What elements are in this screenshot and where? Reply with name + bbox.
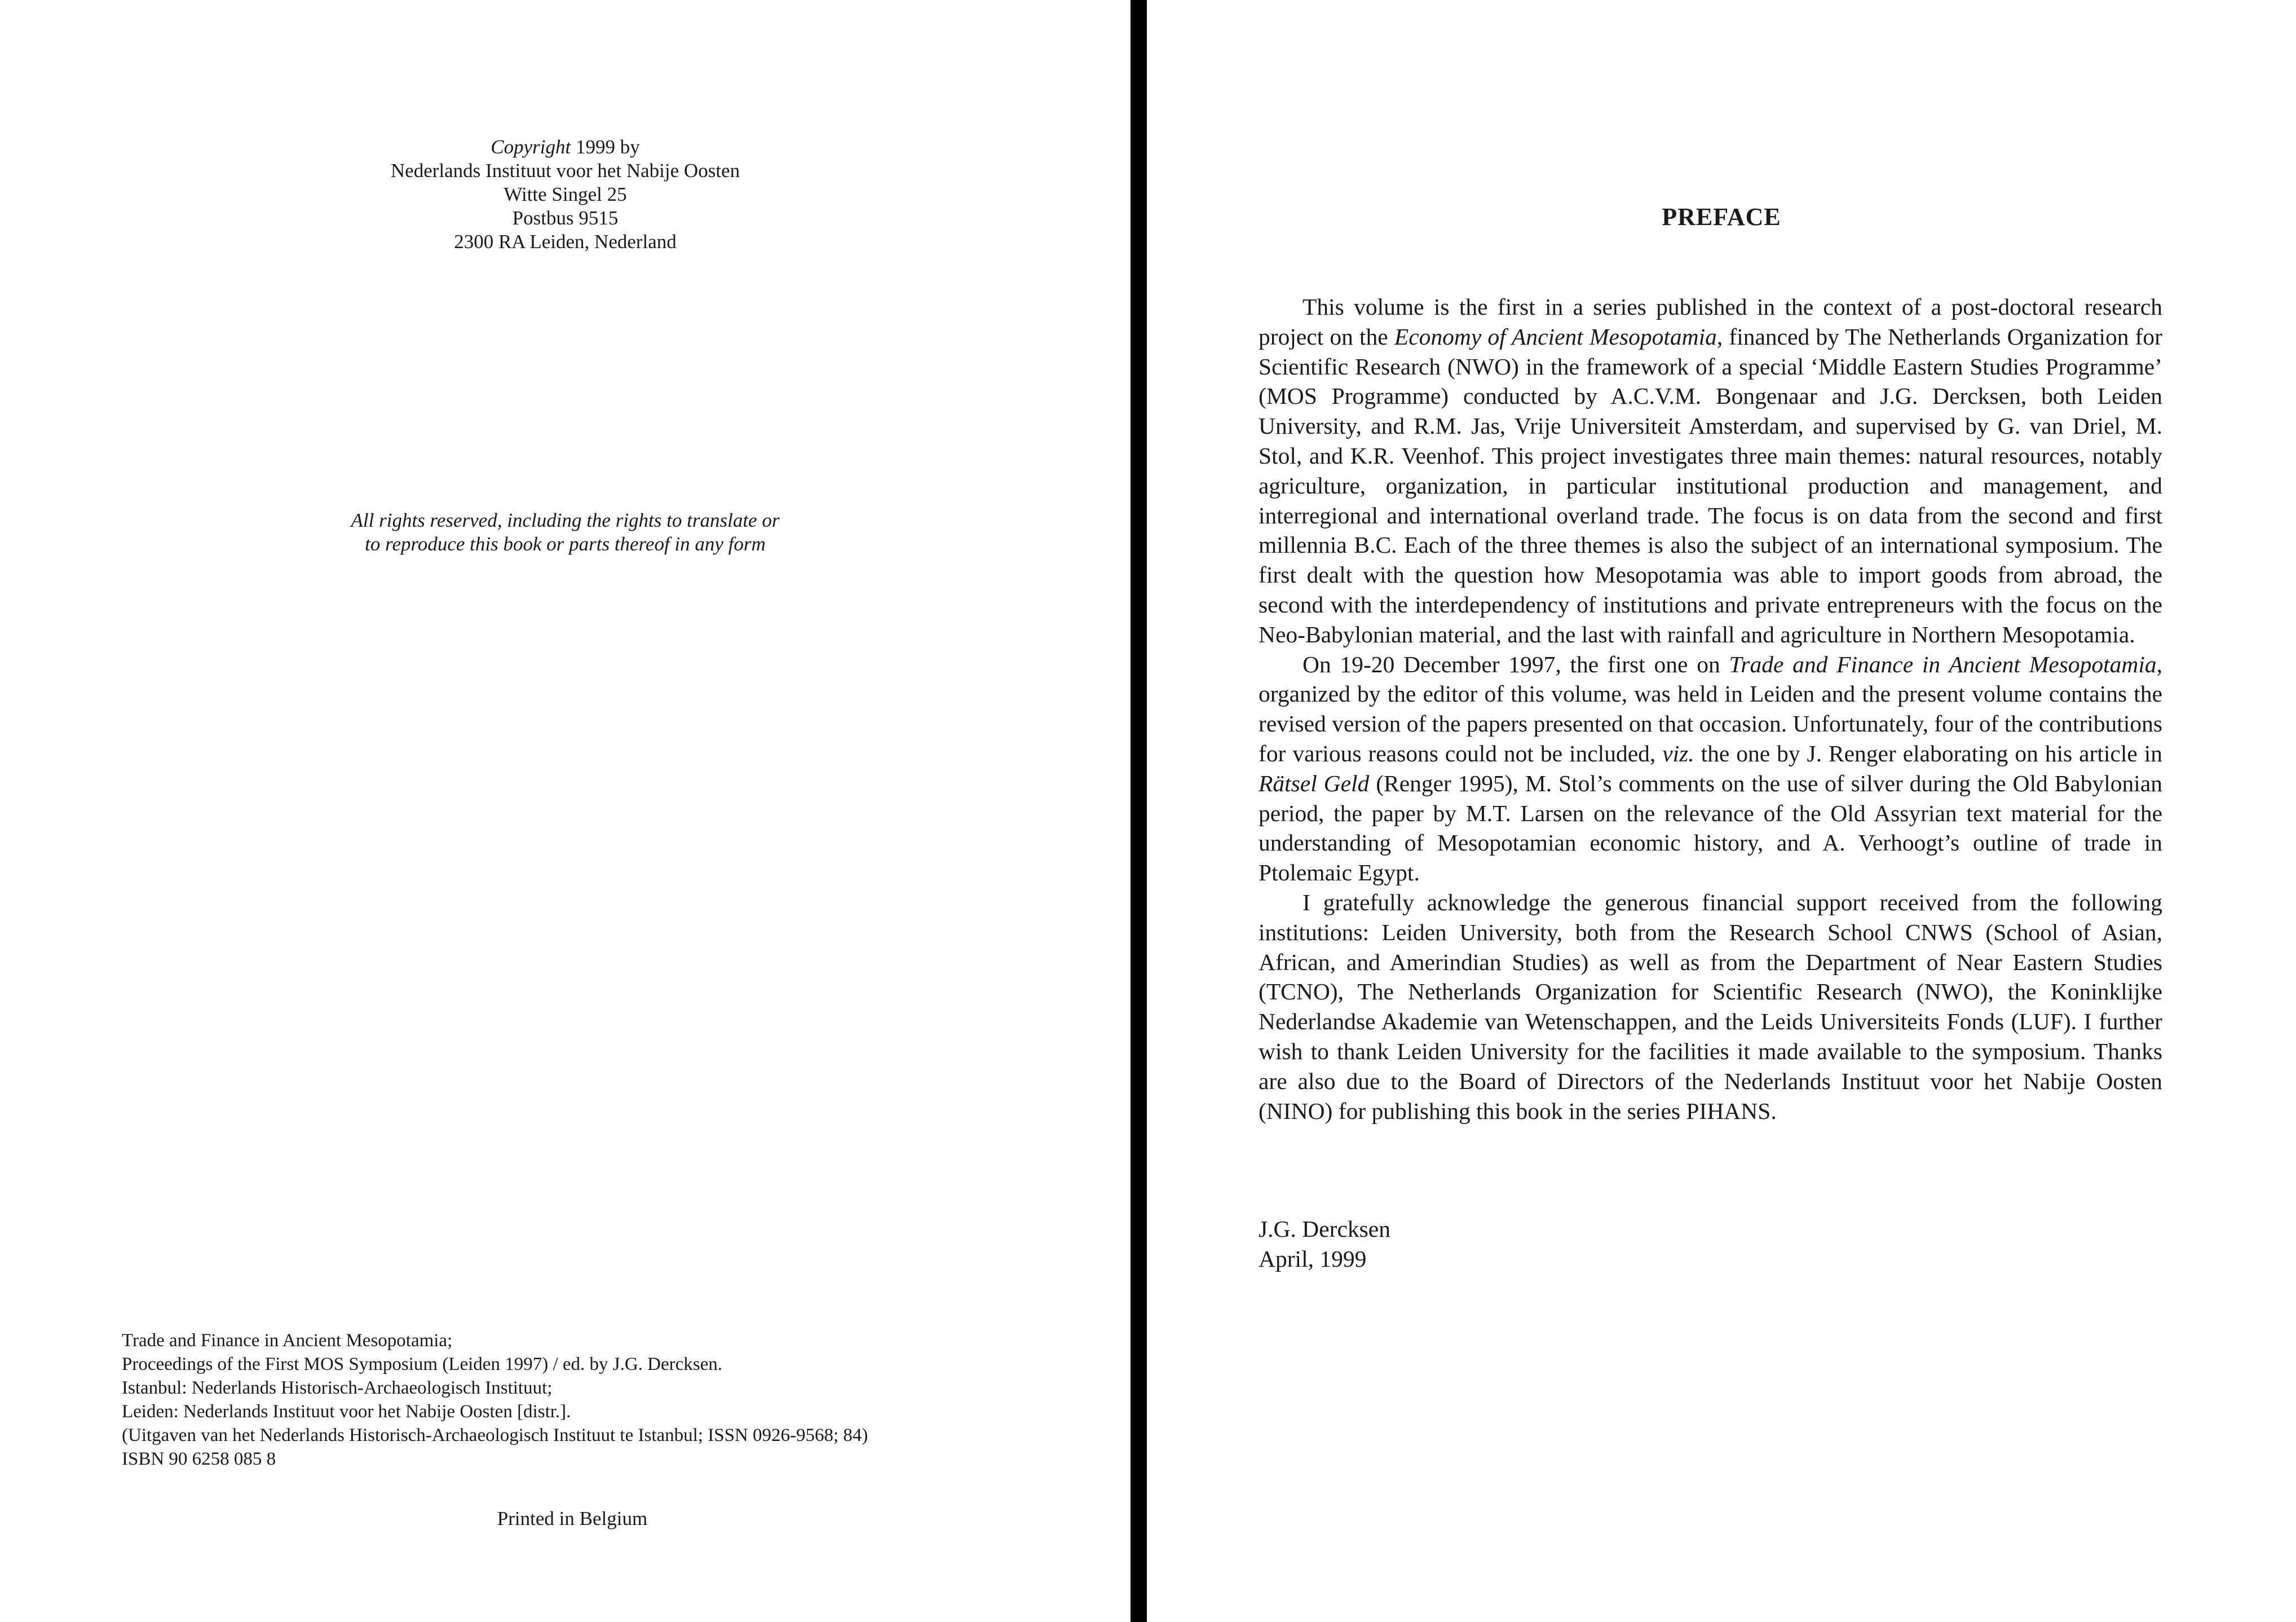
- cip-line: Trade and Finance in Ancient Mesopotamia;: [122, 1330, 453, 1351]
- rights-line: to reproduce this book or parts thereof in any form: [365, 533, 766, 555]
- publisher-street: Witte Singel 25: [504, 183, 627, 205]
- rights-line: All rights reserved, including the rights to translate or: [351, 509, 780, 531]
- preface-paragraph-1: [1259, 292, 2162, 650]
- copyright-line: [0, 135, 1131, 159]
- text-run: On 19-20 December 1997, the first one on: [1302, 651, 1729, 677]
- italic-title: Economy of Ancient Mesopotamia: [1394, 323, 1717, 350]
- cip-line: Istanbul: Nederlands Historisch-Archaeologisch Instituut;: [122, 1378, 553, 1398]
- italic-abbrev: viz.: [1662, 740, 1694, 766]
- text-run: , organized by the editor of this volume, was held in Leiden and the present volume contains the revised version of the papers presented on that occasion. Unfortunately, four of the contributions for various reasons could not be included,: [1259, 651, 2162, 766]
- text-run: the one by J. Renger elaborating on his article in: [1694, 740, 2162, 766]
- publisher-postbox: Postbus 9515: [512, 207, 619, 229]
- preface-paragraph-2: [1259, 650, 2162, 888]
- text-run: This volume is the first in a series published in the context of a post-doctoral research project on the: [1259, 294, 2162, 350]
- printed-in: Printed in Belgium: [497, 1508, 648, 1530]
- signature-block: [1259, 1214, 1390, 1274]
- publisher-city: 2300 RA Leiden, Nederland: [454, 231, 677, 253]
- cip-line: Proceedings of the First MOS Symposium (Leiden 1997) / ed. by J.G. Dercksen.: [122, 1354, 723, 1374]
- book-gutter: [1131, 0, 1147, 1622]
- preface-paragraph-3: I gratefully acknowledge the generous financial support received from the following institutions: Leiden University, both from the Research School CNWS (School of Asian, African, and Amerindian Studies) as well as from the Department of Near Eastern Studies (TCNO), The Netherlands Organization for Scientific Research (NWO), the Koninklijke Nederlandse Akademie van Wetenschappen, and the Leids Universiteits Fonds (LUF). I further wish to thank Leiden University for the facilities it made available to the symposium. Thanks are also due to the Board of Directors of the Nederlands Instituut voor het Nabije Oosten (NINO) for publishing this book in the series PIHANS.: [1259, 889, 2162, 1124]
- author-name: J.G. Dercksen: [1259, 1216, 1390, 1242]
- copyright-label: Copyright: [491, 136, 571, 158]
- signature-date: April, 1999: [1259, 1245, 1367, 1272]
- cip-line: (Uitgaven van het Nederlands Historisch-Archaeologisch Instituut te Istanbul; ISSN 0926-9568; 84): [122, 1425, 868, 1445]
- cip-record: [122, 1329, 868, 1471]
- text-run: , financed by The Netherlands Organization for Scientific Research (NWO) in the framework of a special ‘Middle Eastern Studies Programme’ (MOS Programme) conducted by A.C.V.M. Bongenaar and J.G. Dercksen, both Leiden University, and R.M. Jas, Vrije Universiteit Amsterdam, and supervised by G. van Driel, M. Stol, and K.R. Veenhof. This project investigates three main themes: natural resources, notably agriculture, organization, in particular institutional production and management, and interregional and international overland trade. The focus is on data from the second and first millennia B.C. Each of the three themes is also the subject of an international symposium. The first dealt with the question how Mesopotamia was able to import goods from abroad, the second with the interdependency of institutions and private entrepreneurs with the focus on the Neo-Babylonian material, and the last with rainfall and agriculture in Northern Mesopotamia.: [1259, 323, 2163, 647]
- cip-line: Leiden: Nederlands Instituut voor het Nabije Oosten [distr.].: [122, 1401, 571, 1422]
- italic-title: Trade and Finance in Ancient Mesopotamia: [1729, 651, 2157, 677]
- left-page: [0, 0, 1131, 1622]
- rights-notice: [0, 509, 1131, 556]
- preface-title: PREFACE: [1662, 203, 1781, 231]
- publisher-name: Nederlands Instituut voor het Nabije Oosten: [390, 160, 740, 182]
- cip-isbn: ISBN 90 6258 085 8: [122, 1449, 276, 1469]
- copyright-block: [0, 135, 1131, 254]
- italic-title: Rätsel Geld: [1259, 770, 1370, 796]
- preface-body: [1259, 292, 2162, 1126]
- text-run: (Renger 1995), M. Stol’s comments on the use of silver during the Old Babylonian period, the paper by M.T. Larsen on the relevance of the Old Assyrian text material for the understanding of Mesopotamian economic history, and A. Verhoogt’s outline of trade in Ptolemaic Egypt.: [1259, 770, 2162, 886]
- copyright-year: 1999 by: [571, 136, 640, 158]
